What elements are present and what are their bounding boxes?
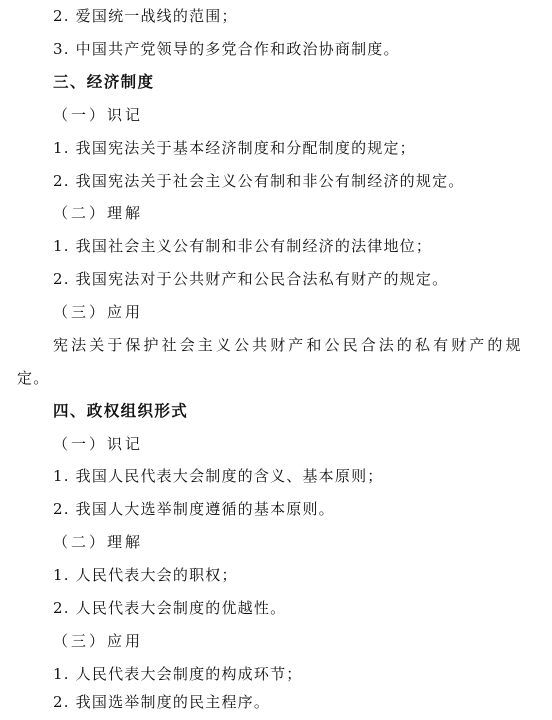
item-property-provisions: 2. 我国宪法对于公共财产和公民合法私有财产的规定。: [53, 270, 449, 288]
subheading-understand-2: （二）理解: [53, 533, 144, 551]
item-npc-superiority: 2. 人民代表大会制度的优越性。: [53, 599, 287, 617]
paragraph-property-protection-end: 定。: [17, 369, 50, 387]
subheading-memorize-2: （一）识记: [53, 435, 144, 453]
section-heading-economic-system: 三、经济制度: [53, 73, 155, 91]
item-legal-status: 1. 我国社会主义公有制和非公有制经济的法律地位；: [53, 237, 433, 255]
paragraph-property-protection: 宪法关于保护社会主义公共财产和公民合法的私有财产的规: [53, 336, 524, 354]
subheading-apply-2: （三）应用: [53, 632, 144, 650]
subheading-understand: （二）理解: [53, 204, 144, 222]
item-npc-components: 1. 人民代表大会制度的构成环节；: [53, 665, 303, 683]
section-heading-government-form: 四、政权组织形式: [53, 402, 189, 420]
subheading-memorize: （一）识记: [53, 106, 144, 124]
item-public-nonpublic-ownership: 2. 我国宪法关于社会主义公有制和非公有制经济的规定。: [53, 172, 465, 190]
subheading-apply: （三）应用: [53, 303, 144, 321]
item-election-principles: 2. 我国人大选举制度遵循的基本原则。: [53, 500, 335, 518]
item-election-procedure: 2. 我国选举制度的民主程序。: [53, 693, 271, 711]
item-npc-meaning: 1. 我国人民代表大会制度的含义、基本原则；: [53, 467, 384, 485]
item-multiparty-cooperation: 3. 中国共产党领导的多党合作和政治协商制度。: [53, 40, 400, 58]
item-united-front-scope: 2. 爱国统一战线的范围；: [53, 7, 238, 25]
item-npc-powers: 1. 人民代表大会的职权；: [53, 566, 238, 584]
item-basic-economic-system: 1. 我国宪法关于基本经济制度和分配制度的规定；: [53, 139, 416, 157]
